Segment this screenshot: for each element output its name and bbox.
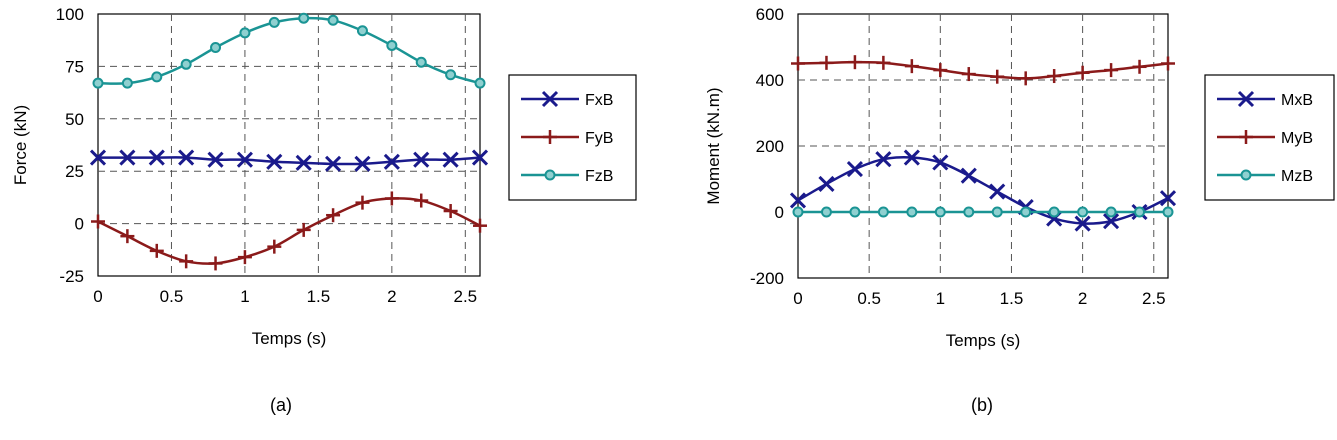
y-tick-label: 200 — [755, 137, 784, 156]
legend-label: MzB — [1281, 168, 1313, 185]
x-tick-label: 0 — [93, 287, 103, 306]
y-tick-label: 25 — [65, 162, 84, 182]
data-point-FzB — [182, 60, 191, 69]
x-tick-label: 0 — [793, 289, 803, 308]
legend-marker-MzB — [1242, 171, 1251, 180]
data-point-FzB — [152, 72, 161, 81]
data-point-MzB — [879, 208, 888, 217]
data-point-MzB — [794, 208, 803, 217]
legend-label: FzB — [585, 168, 614, 185]
data-point-FzB — [240, 28, 249, 37]
y-tick-label: 100 — [55, 5, 84, 24]
x-tick-label: 1 — [240, 287, 250, 306]
y-tick-label: 75 — [65, 57, 84, 77]
y-tick-label: 50 — [65, 109, 84, 129]
data-point-MzB — [1164, 208, 1173, 217]
legend-label: MyB — [1281, 130, 1313, 147]
chart-panel-0 — [11, 5, 636, 415]
y-tick-label: 0 — [774, 203, 784, 222]
data-point-MzB — [907, 208, 916, 217]
y-axis-label: Moment (kN.m) — [704, 87, 723, 205]
plot-frame — [98, 14, 480, 276]
data-point-FzB — [387, 41, 396, 50]
x-tick-label: 1.5 — [306, 287, 331, 306]
y-tick-label: 600 — [755, 5, 784, 24]
data-point-MzB — [1078, 208, 1087, 217]
x-tick-label: 2.5 — [453, 287, 478, 306]
data-point-FzB — [329, 16, 338, 25]
legend-marker-FzB — [546, 171, 555, 180]
data-point-MzB — [1021, 208, 1030, 217]
data-point-MzB — [993, 208, 1002, 217]
data-point-FzB — [94, 79, 103, 88]
data-point-FzB — [358, 26, 367, 35]
x-axis-label: Temps (s) — [251, 329, 327, 348]
data-point-MzB — [936, 208, 945, 217]
y-tick-label: -25 — [59, 267, 84, 286]
legend-label: FxB — [585, 92, 614, 109]
data-point-FzB — [123, 79, 132, 88]
y-axis-label: Force (kN) — [11, 104, 30, 186]
x-tick-label: 1.5 — [999, 289, 1024, 308]
data-point-FzB — [299, 14, 308, 23]
x-tick-label: 2.5 — [1141, 289, 1166, 308]
legend-label: MxB — [1281, 92, 1313, 109]
data-point-MzB — [1050, 208, 1059, 217]
data-point-MzB — [1107, 208, 1116, 217]
chart-panel-1 — [704, 5, 1334, 415]
data-point-FzB — [211, 43, 220, 52]
legend — [509, 75, 636, 200]
data-point-FzB — [270, 18, 279, 27]
y-tick-label: 0 — [74, 214, 84, 234]
x-axis-label: Temps (s) — [945, 331, 1021, 350]
data-point-FzB — [476, 79, 485, 88]
y-tick-label: 400 — [755, 71, 784, 90]
x-tick-label: 0.5 — [159, 287, 184, 306]
x-tick-label: 1 — [935, 289, 946, 308]
x-tick-label: 2 — [1077, 289, 1088, 308]
y-tick-label: -200 — [749, 269, 784, 288]
x-tick-label: 0.5 — [857, 289, 881, 308]
panel-caption: (b) — [971, 395, 993, 415]
data-point-MzB — [964, 208, 973, 217]
x-tick-label: 2 — [387, 287, 397, 306]
data-point-FzB — [446, 70, 455, 79]
data-point-MzB — [850, 208, 859, 217]
panel-caption: (a) — [270, 395, 292, 415]
data-point-MzB — [1135, 208, 1144, 217]
data-point-MzB — [822, 208, 831, 217]
legend-label: FyB — [585, 130, 614, 147]
data-point-FzB — [417, 58, 426, 67]
legend — [1205, 75, 1334, 200]
